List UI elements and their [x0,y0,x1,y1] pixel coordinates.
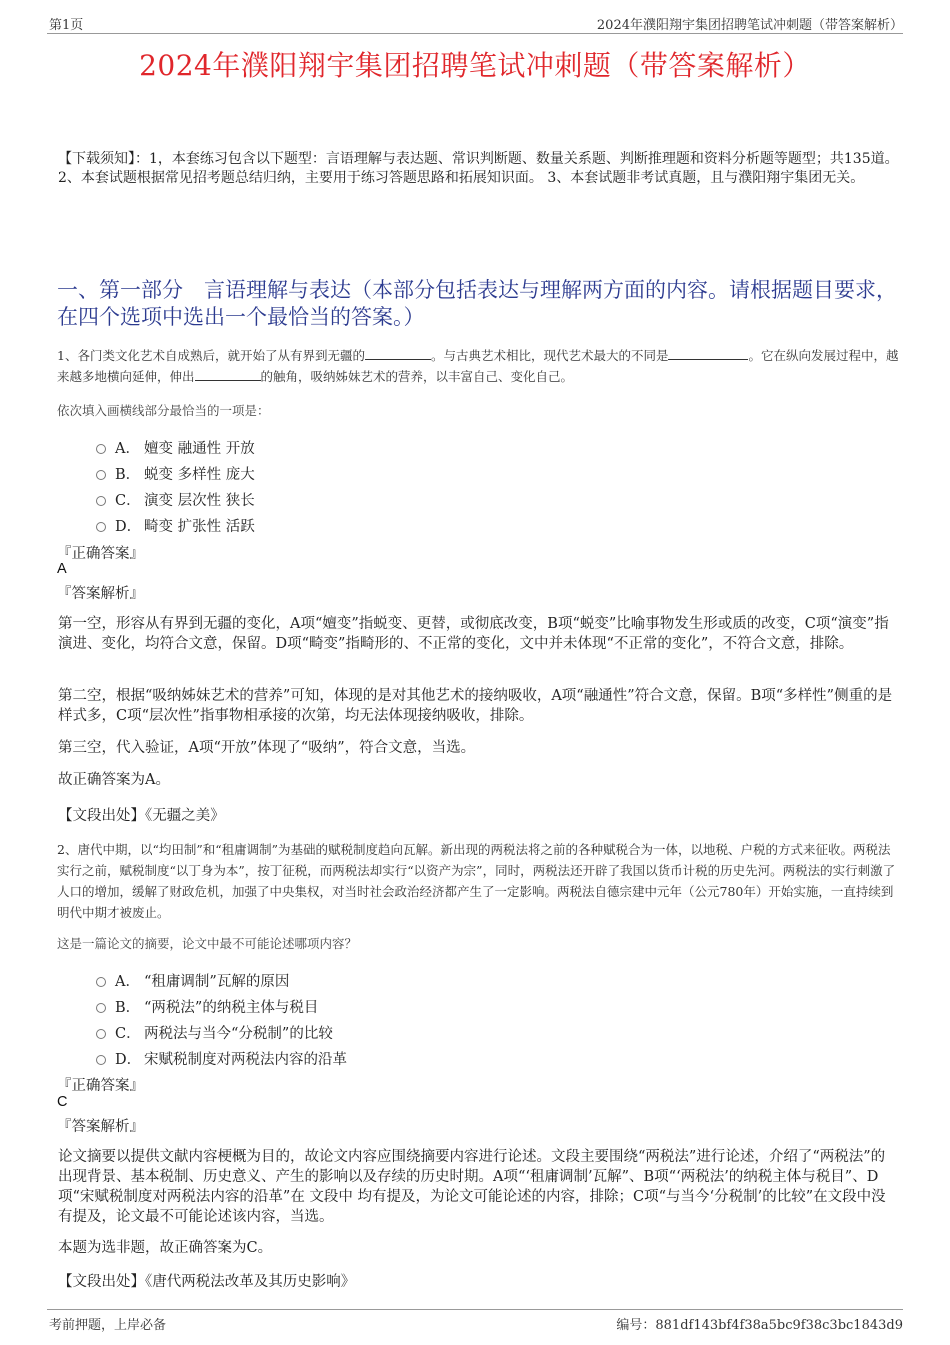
q1-answer: A [57,561,67,577]
radio-icon[interactable] [96,1055,106,1065]
q1-option-a[interactable]: A． 嬗变 融通性 开放 [96,437,255,459]
q2-answer: C [57,1094,68,1110]
radio-icon[interactable] [96,470,106,480]
blank-3 [195,366,261,381]
q2-option-c[interactable]: C． 两税法与当今“分税制”的比较 [96,1022,333,1044]
header-divider [47,33,903,34]
footer-id: 编号：881df143bf4f38a5bc9f38c3bc1843d9 [616,1318,903,1333]
question-1-prompt: 依次填入画横线部分最恰当的一项是： [57,403,270,418]
q2-option-d[interactable]: D． 宋赋税制度对两税法内容的沿革 [96,1048,347,1070]
blank-2 [668,345,748,360]
q2-answer-label: 『正确答案』 [57,1078,144,1094]
radio-icon[interactable] [96,496,106,506]
footer-divider [47,1309,903,1310]
blank-1 [365,345,431,360]
radio-icon[interactable] [96,444,106,454]
q2-option-b[interactable]: B． “两税法”的纳税主体与税目 [96,996,318,1018]
document-title: 2024年濮阳翔宇集团招聘笔试冲刺题（带答案解析） [139,49,811,82]
q1-analysis-para: 故正确答案为A。 [58,772,170,788]
q2-source: 【文段出处】《唐代两税法改革及其历史影响》 [58,1274,356,1290]
q1-analysis-para: 第一空，形容从有界到无疆的变化，A项“嬗变”指蜕变、更替，或彻底改变，B项“蜕变”比喻事物发生形或质的改变，C项“演变”指演进、变化，均符合文意，保留。D项“畸变”指畸形的、不正常的变化，文中并未体现“不正常的变化”，不符合文意，排除。 [58,616,889,652]
q2-analysis-label: 『答案解析』 [57,1119,144,1135]
q2-analysis-para: 本题为选非题，故正确答案为C。 [58,1240,273,1256]
q2-analysis-para: 论文摘要以提供文献内容梗概为目的，故论文内容应围绕摘要内容进行论述。文段主要围绕“两税法”进行论述，介绍了“两税法”的出现背景、基本税制、历史意义、产生的影响以及存续的历史时期。A项“‘租庸调制’瓦解”、B项“‘两税法’的纳税主体与税目”、D项“宋赋税制度对两税法内容的沿革”在 文段中 均有提及，为论文可能论述的内容，排除；C项“与当今‘分税制’的比较”在文段中没有提及，论文最不可能论述该内容，当选。 [58,1149,886,1225]
q1-analysis-para: 第二空，根据“吸纳姊妹艺术的营养”可知，体现的是对其他艺术的接纳吸收，A项“融通性”符合文意，保留。B项“多样性”侧重的是样式多，C项“层次性”指事物相承接的次第，均无法体现接纳吸收，排除。 [58,688,893,724]
download-notice: 【下载须知】：1，本套练习包含以下题型：言语理解与表达题、常识判断题、数量关系题、判断推理题和资料分析题等题型；共135道。 2、本套试题根据常见招考题总结归纳，主要用于练习答题思路和拓展知识面。 3、本套试题非考试真题，且与濮阳翔宇集团无关。 [58,151,899,186]
q1-analysis-label: 『答案解析』 [57,586,144,602]
q1-answer-label: 『正确答案』 [57,546,144,562]
question-1-text: 1、各门类文化艺术自成熟后，就开始了从有界到无疆的 。与古典艺术相比，现代艺术最大的不同是 。它在纵向发展过程中，越来越多地横向延伸，伸出 的触角，吸纳姊妹艺术的营养，以丰富自己、变化自己。 [57,345,902,387]
q1-option-b[interactable]: B． 蜕变 多样性 庞大 [96,463,255,485]
q1-analysis-para: 第三空，代入验证，A项“开放”体现了“吸纳”，符合文意，当选。 [58,740,476,756]
section-title: 一、第一部分 言语理解与表达（本部分包括表达与理解两方面的内容。请根据题目要求，在四个选项中选出一个最恰当的答案。） [57,278,897,329]
page-number: 第1页 [49,18,84,33]
question-2-prompt: 这是一篇论文的摘要，论文中最不可能论述哪项内容？ [57,936,358,951]
q1-option-c[interactable]: C． 演变 层次性 狭长 [96,489,255,511]
question-2-text: 2、唐代中期，以“均田制”和“租庸调制”为基础的赋税制度趋向瓦解。新出现的两税法将之前的各种赋税合为一体，以地税、户税的方式来征收。两税法实行之前，赋税制度“以丁身为本”，按丁征税，而两税法却实行“以资产为宗”，同时，两税法还开辟了我国以货币计税的历史先河。两税法的实行刺激了人口的增加，缓解了财政危机，加强了中央集权，对当时社会政治经济都产生了一定影响。两税法自德宗建中元年（公元780年）开始实施，一直持续到明代中期才被废止。 [57,842,896,920]
radio-icon[interactable] [96,1029,106,1039]
radio-icon[interactable] [96,1003,106,1013]
q1-option-d[interactable]: D． 畸变 扩张性 活跃 [96,515,255,537]
footer-slogan: 考前押题，上岸必备 [49,1318,167,1333]
header-doc-title: 2024年濮阳翔宇集团招聘笔试冲刺题（带答案解析） [596,18,903,33]
q2-option-a[interactable]: A． “租庸调制”瓦解的原因 [96,970,289,992]
q1-source: 【文段出处】《无疆之美》 [58,808,225,824]
radio-icon[interactable] [96,522,106,532]
radio-icon[interactable] [96,977,106,987]
